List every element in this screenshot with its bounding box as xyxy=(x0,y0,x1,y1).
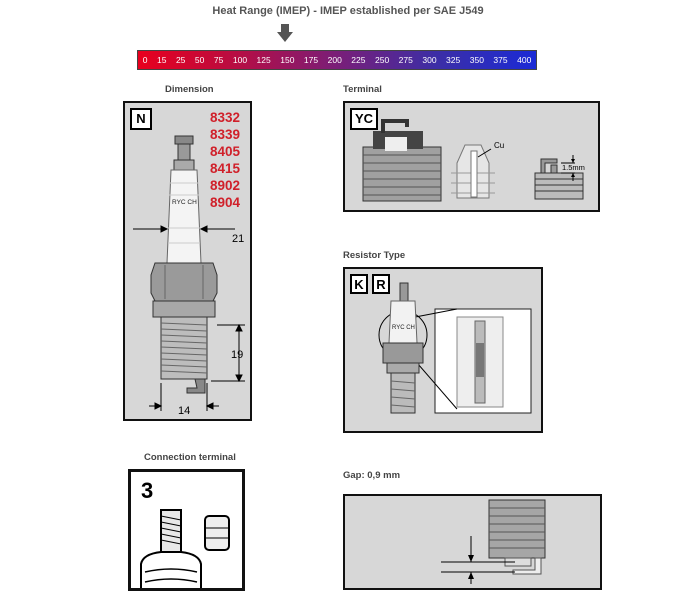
connection-terminal-drawing xyxy=(131,472,242,588)
heat-range-scale xyxy=(137,50,537,70)
heat-scale-tick: 25 xyxy=(175,55,186,65)
terminal-gap-label: 1.5mm xyxy=(562,163,585,172)
heat-scale-tick: 0 xyxy=(142,55,148,65)
reference-number: 8904 xyxy=(210,195,241,210)
resistor-panel xyxy=(343,267,543,433)
heat-scale-tick: 150 xyxy=(280,55,295,65)
reference-number: 8332 xyxy=(210,110,241,125)
reference-number: 8339 xyxy=(210,127,241,142)
heat-scale-tick: 100 xyxy=(232,55,248,65)
gap-title: Gap: 0,9 mm xyxy=(343,470,401,481)
heat-scale-tick: 350 xyxy=(469,55,484,65)
heat-scale-tick: 175 xyxy=(303,55,319,65)
insulator-print: RYC CH xyxy=(172,199,197,206)
heat-scale-tick: 275 xyxy=(398,55,413,65)
dimension-code-badge: N xyxy=(130,108,152,130)
spark-plug-drawing xyxy=(125,103,250,419)
connection-panel xyxy=(128,469,245,591)
heat-scale-tick: 200 xyxy=(327,55,342,65)
heat-scale-tick: 375 xyxy=(493,55,508,65)
heat-scale-tick: 50 xyxy=(194,55,205,65)
terminal-drawings xyxy=(345,103,598,210)
resistor-title: Resistor Type xyxy=(343,250,406,261)
reference-number: 8405 xyxy=(210,144,241,159)
gap-panel xyxy=(343,494,602,590)
thread-diameter-label: 14 xyxy=(178,405,191,417)
connection-code: 3 xyxy=(141,478,154,503)
heat-range-title: Heat Range (IMEP) - IMEP established per SAE J549 xyxy=(212,5,484,17)
heat-scale-tick: 75 xyxy=(213,55,224,65)
dimension-panel xyxy=(123,101,252,421)
heat-scale-tick: 250 xyxy=(374,55,390,65)
connection-title: Connection terminal xyxy=(144,452,236,463)
reference-number: 8902 xyxy=(210,178,241,193)
dimension-title: Dimension xyxy=(165,84,214,95)
gap-drawing xyxy=(345,496,600,588)
insulator-print: RYC CH xyxy=(392,325,415,331)
heat-range-marker-icon xyxy=(277,24,293,42)
heat-scale-tick: 325 xyxy=(446,55,461,65)
resistor-plug-drawing xyxy=(345,269,541,431)
terminal-title: Terminal xyxy=(343,84,382,95)
reference-number: 8415 xyxy=(210,161,241,176)
heat-scale-tick: 125 xyxy=(256,55,271,65)
heat-scale-tick: 15 xyxy=(156,55,167,65)
terminal-code-badge: YC xyxy=(350,108,378,130)
heat-scale-tick: 225 xyxy=(351,55,366,65)
resistor-code-badge: K xyxy=(350,274,368,294)
terminal-panel xyxy=(343,101,600,212)
hex-size-label: 21 xyxy=(232,233,245,245)
heat-scale-tick: 300 xyxy=(422,55,437,65)
copper-core-label: Cu xyxy=(494,141,505,150)
resistor-code-badge: R xyxy=(372,274,390,294)
reach-length-label: 19 xyxy=(231,349,244,361)
heat-scale-tick: 400 xyxy=(517,55,532,65)
